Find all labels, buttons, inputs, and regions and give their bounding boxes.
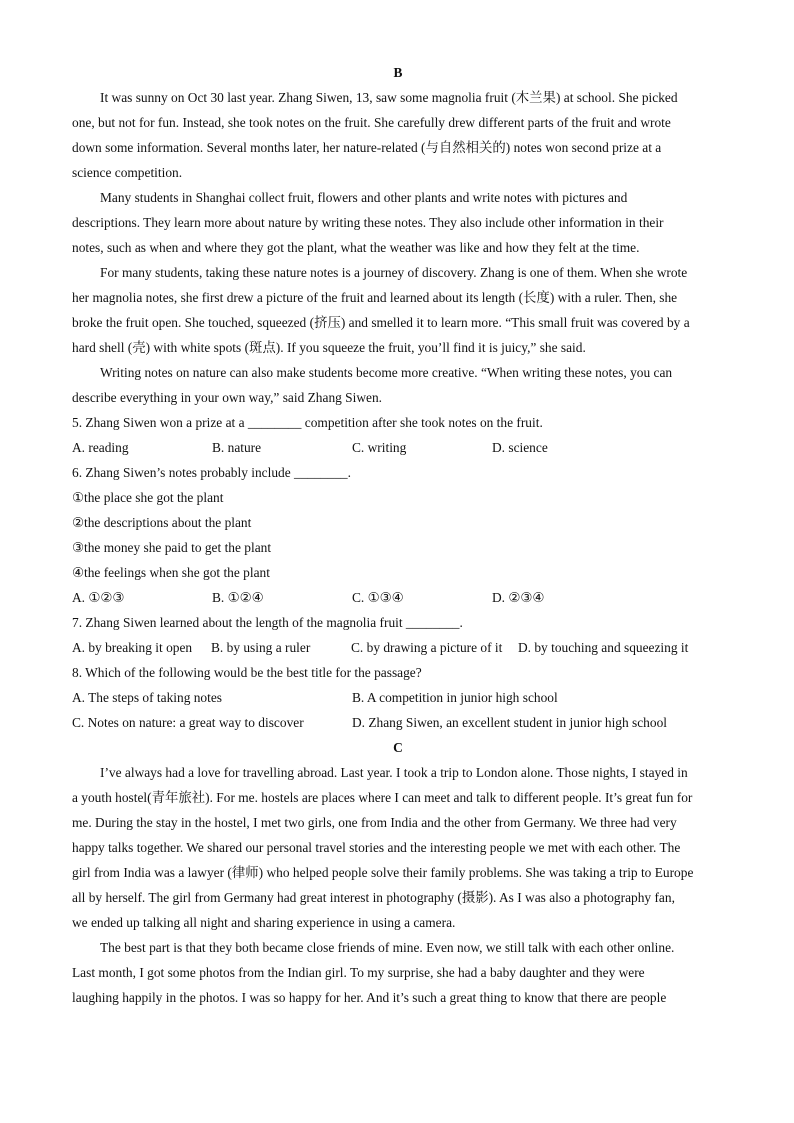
option-c[interactable]: C. by drawing a picture of it (351, 640, 503, 655)
text-line: Writing notes on nature can also make students become more creative. “When writing these notes, you can (100, 365, 673, 380)
question-stem: 8. Which of the following would be the best title for the passage? (72, 665, 422, 680)
question-stem: 7. Zhang Siwen learned about the length of the magnolia fruit ________. (72, 615, 463, 630)
text-line: all by herself. The girl from Germany had great interest in photography (摄影). As I was also a photography fan, (72, 890, 675, 905)
text-line: describe everything in your own way,” said Zhang Siwen. (72, 390, 383, 405)
text-line: down some information. Several months later, her nature-related (与自然相关的) notes won second prize at a (72, 140, 662, 155)
section-b-paragraph-3 (72, 260, 724, 360)
text-line: one, but not for fun. Instead, she took notes on the fruit. She carefully drew different parts of the fruit and wrote (72, 115, 671, 130)
option-a[interactable]: A. ①②③ (72, 590, 125, 605)
text-line: Many students in Shanghai collect fruit, flowers and other plants and write notes with pictures and (100, 190, 628, 205)
numbered-item: ③the money she paid to get the plant (72, 540, 272, 555)
text-line: hard shell (壳) with white spots (斑点). If you squeeze the fruit, you’ll find it is juicy,” she said. (72, 340, 586, 355)
text-line: It was sunny on Oct 30 last year. Zhang Siwen, 13, saw some magnolia fruit (木兰果) at school. She picked (100, 90, 678, 105)
question-8 (72, 660, 724, 735)
section-b-paragraph-2 (72, 185, 724, 260)
text-line: a youth hostel(青年旅社). For me. hostels are places where I can meet and talk to different people. It’s great fun for (72, 790, 693, 805)
text-line: For many students, taking these nature notes is a journey of discovery. Zhang is one of them. When she wrote (100, 265, 688, 280)
text-line: her magnolia notes, she first drew a picture of the fruit and learned about its length (长度) with a ruler. Then, she (72, 290, 678, 305)
section-c-heading: C (393, 740, 403, 755)
option-c[interactable]: C. writing (352, 440, 407, 455)
option-a[interactable]: A. by breaking it open (72, 640, 193, 655)
answer-options (72, 585, 724, 610)
section-c-paragraph-1 (72, 760, 724, 935)
text-line: girl from India was a lawyer (律师) who helped people solve their family problems. She was taking a trip to Europe (72, 865, 694, 880)
text-line: notes, such as when and where they got the plant, what the weather was like and how they felt at the time. (72, 240, 640, 255)
numbered-item: ④the feelings when she got the plant (72, 565, 270, 580)
text-line: we ended up talking all night and sharing experience in using a camera. (72, 915, 456, 930)
text-line: happy talks together. We shared our personal travel stories and the interesting people we met with each other. The (72, 840, 681, 855)
answer-options (72, 685, 724, 710)
answer-options (72, 435, 724, 460)
text-line: me. During the stay in the hostel, I met two girls, one from India and the other from Germany. We three had very (72, 815, 677, 830)
section-b-paragraph-1 (72, 85, 724, 185)
question-7 (72, 610, 724, 660)
option-b[interactable]: B. nature (212, 440, 262, 455)
option-d[interactable]: D. Zhang Siwen, an excellent student in junior high school (352, 715, 667, 730)
text-line: Last month, I got some photos from the Indian girl. To my surprise, she had a baby daughter and they were (72, 965, 645, 980)
text-line: I’ve always had a love for travelling abroad. Last year. I took a trip to London alone. Those nights, I stayed in (100, 765, 688, 780)
option-c[interactable]: C. Notes on nature: a great way to discover (72, 715, 304, 730)
question-6 (72, 460, 724, 610)
option-a[interactable]: A. reading (72, 440, 129, 455)
text-line: laughing happily in the photos. I was so happy for her. And it’s such a great thing to know that there are people (72, 990, 667, 1005)
option-a[interactable]: A. The steps of taking notes (72, 690, 223, 705)
option-b[interactable]: B. by using a ruler (211, 640, 311, 655)
section-b-heading: B (393, 65, 403, 80)
option-d[interactable]: D. ②③④ (492, 590, 545, 605)
option-d[interactable]: D. by touching and squeezing it (518, 640, 689, 655)
section-b-paragraph-4 (72, 360, 724, 410)
text-line: broke the fruit open. She touched, squeezed (挤压) and smelled it to learn more. “This small fruit was covered by a (72, 315, 690, 330)
text-line: The best part is that they both became close friends of mine. Even now, we still talk with each other online. (100, 940, 675, 955)
text-line: science competition. (72, 165, 183, 180)
numbered-item: ②the descriptions about the plant (72, 515, 252, 530)
question-stem: 6. Zhang Siwen’s notes probably include ________. (72, 465, 351, 480)
numbered-item: ①the place she got the plant (72, 490, 224, 505)
option-b[interactable]: B. A competition in junior high school (352, 690, 558, 705)
answer-options (72, 635, 724, 660)
answer-options (72, 710, 724, 735)
question-stem: 5. Zhang Siwen won a prize at a ________ competition after she took notes on the fruit. (72, 415, 543, 430)
option-c[interactable]: C. ①③④ (352, 590, 404, 605)
text-line: descriptions. They learn more about nature by writing these notes. They also include other information in their (72, 215, 664, 230)
option-b[interactable]: B. ①②④ (212, 590, 264, 605)
option-d[interactable]: D. science (492, 440, 548, 455)
section-c-paragraph-2 (72, 935, 724, 1010)
question-5 (72, 410, 724, 460)
exam-page (72, 60, 724, 1010)
